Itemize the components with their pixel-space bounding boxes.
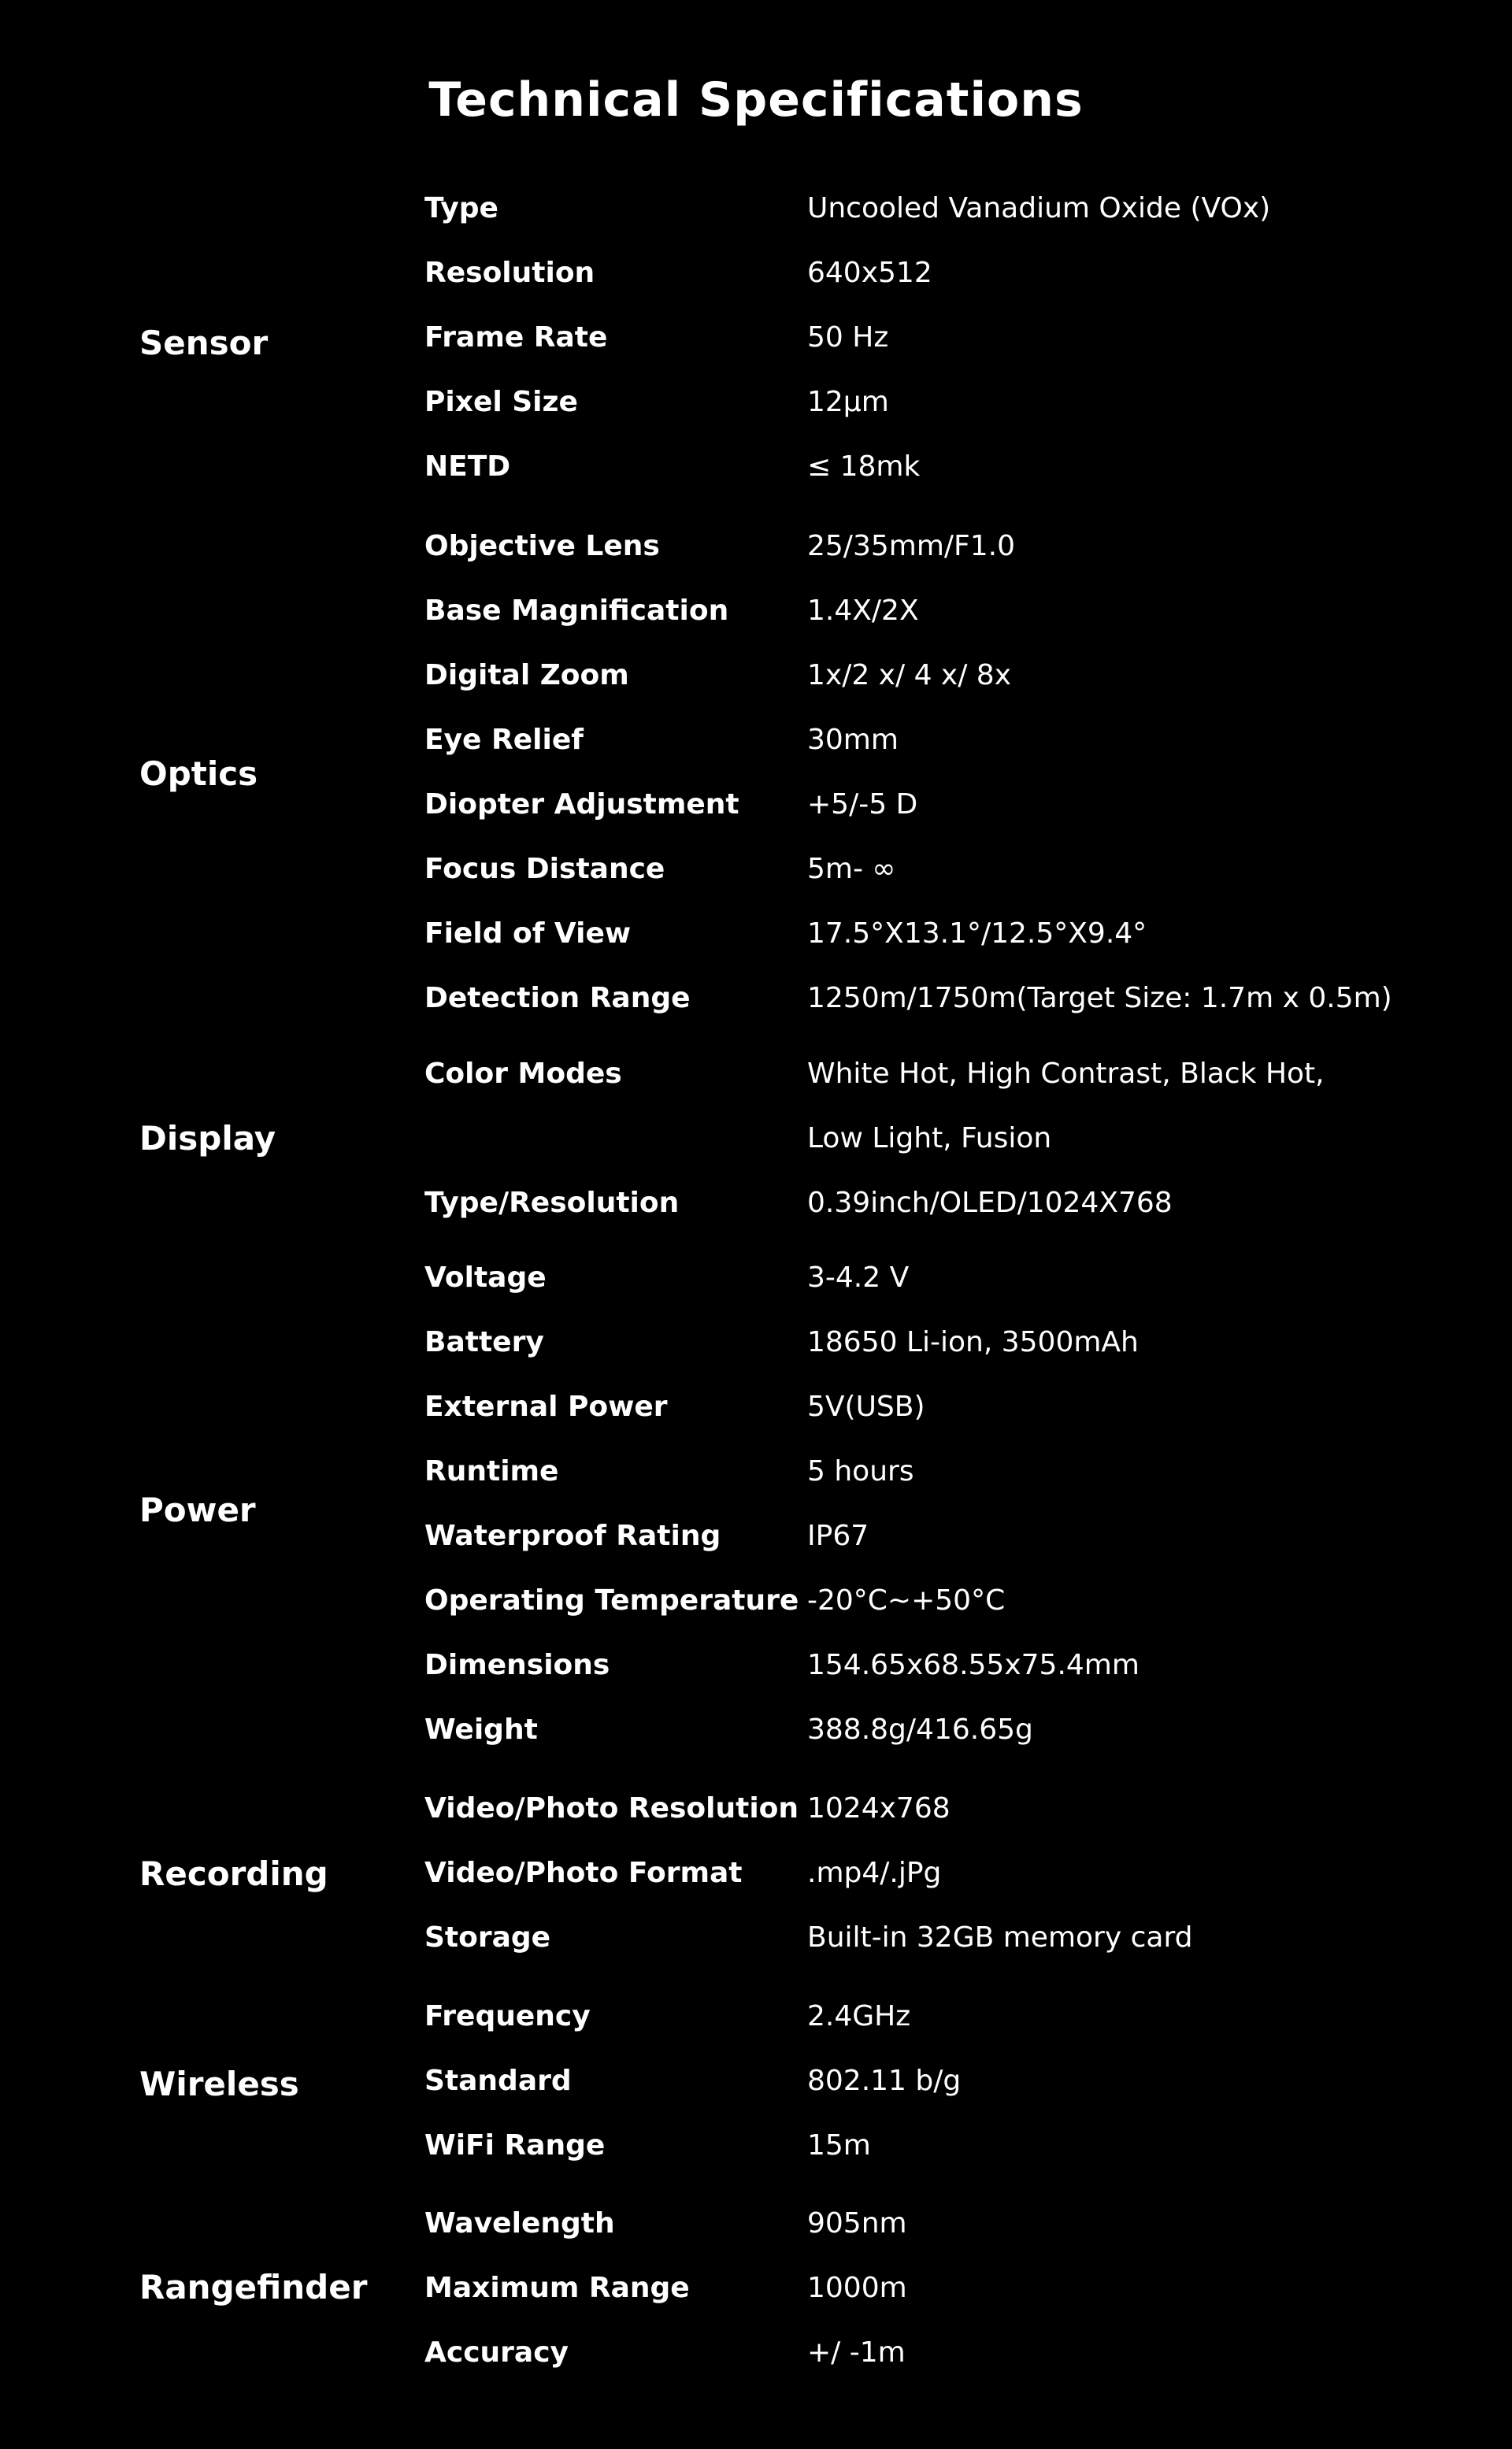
spec-label: Eye Relief xyxy=(424,724,584,756)
spec-row xyxy=(0,1984,1512,2049)
spec-row xyxy=(0,643,1512,708)
spec-row xyxy=(0,579,1512,643)
spec-value: 1000m xyxy=(807,2272,907,2304)
spec-label: Diopter Adjustment xyxy=(424,788,739,821)
spec-label: Resolution xyxy=(424,257,595,289)
spec-value: 5 hours xyxy=(807,1455,914,1488)
spec-value: White Hot, High Contrast, Black Hot, xyxy=(807,1058,1325,1090)
spec-label: Detection Range xyxy=(424,982,691,1014)
spec-label: Color Modes xyxy=(424,1058,622,1090)
spec-value: 12μm xyxy=(807,386,889,418)
spec-row xyxy=(0,514,1512,579)
spec-label: WiFi Range xyxy=(424,2129,606,2162)
spec-row xyxy=(0,1246,1512,1310)
spec-row xyxy=(0,1439,1512,1504)
section-label: Wireless xyxy=(139,2065,299,2103)
spec-value: 25/35mm/F1.0 xyxy=(807,530,1015,562)
spec-label: Base Magnification xyxy=(424,595,729,627)
spec-label: Dimensions xyxy=(424,1649,610,1681)
section-label: Display xyxy=(139,1119,276,1158)
spec-row xyxy=(0,1375,1512,1439)
spec-value: 3-4.2 V xyxy=(807,1262,910,1294)
spec-value: Built-in 32GB memory card xyxy=(807,1921,1193,1954)
spec-row xyxy=(0,1171,1512,1236)
spec-row xyxy=(0,2256,1512,2321)
spec-row xyxy=(0,837,1512,902)
spec-value: 17.5°X13.1°/12.5°X9.4° xyxy=(807,917,1147,950)
spec-label: Voltage xyxy=(424,1262,547,1294)
spec-label: Focus Distance xyxy=(424,853,665,885)
spec-label: Type/Resolution xyxy=(424,1187,680,1219)
spec-row xyxy=(0,435,1512,499)
spec-row xyxy=(0,370,1512,435)
spec-row xyxy=(0,306,1512,370)
spec-row xyxy=(0,1698,1512,1762)
spec-value: Uncooled Vanadium Oxide (VOx) xyxy=(807,192,1271,224)
spec-label: NETD xyxy=(424,450,511,483)
spec-row xyxy=(0,1310,1512,1375)
spec-label: Weight xyxy=(424,1714,538,1746)
spec-value: 1.4X/2X xyxy=(807,595,919,627)
spec-label: Objective Lens xyxy=(424,530,660,562)
spec-value: -20°C~+50°C xyxy=(807,1584,1006,1617)
spec-label: Field of View xyxy=(424,917,632,950)
spec-row xyxy=(0,176,1512,241)
spec-value: 1024x768 xyxy=(807,1792,951,1825)
spec-row xyxy=(0,966,1512,1031)
spec-value: 2.4GHz xyxy=(807,2000,911,2032)
spec-value: 154.65x68.55x75.4mm xyxy=(807,1649,1140,1681)
section-label: Power xyxy=(139,1491,256,1529)
spec-row xyxy=(0,1777,1512,1841)
spec-label: Accuracy xyxy=(424,2336,569,2369)
spec-row xyxy=(0,902,1512,966)
spec-value: Low Light, Fusion xyxy=(807,1122,1052,1154)
spec-value: 50 Hz xyxy=(807,321,889,354)
spec-value: 5V(USB) xyxy=(807,1391,925,1423)
spec-value: +/ -1m xyxy=(807,2336,906,2369)
spec-value: 640x512 xyxy=(807,257,932,289)
spec-label: Battery xyxy=(424,1326,544,1358)
spec-value: 30mm xyxy=(807,724,899,756)
spec-label: Digital Zoom xyxy=(424,659,629,691)
spec-label: External Power xyxy=(424,1391,668,1423)
spec-label: Maximum Range xyxy=(424,2272,690,2304)
spec-value: 802.11 b/g xyxy=(807,2065,962,2097)
spec-value: IP67 xyxy=(807,1520,869,1552)
spec-label: Runtime xyxy=(424,1455,559,1488)
spec-label: Operating Temperature xyxy=(424,1584,799,1617)
spec-value: 905nm xyxy=(807,2207,907,2240)
spec-label: Standard xyxy=(424,2065,572,2097)
spec-row xyxy=(0,1633,1512,1698)
spec-label: Waterproof Rating xyxy=(424,1520,721,1552)
spec-value: ≤ 18mk xyxy=(807,450,921,483)
spec-row xyxy=(0,2321,1512,2385)
spec-label: Video/Photo Resolution xyxy=(424,1792,799,1825)
spec-label: Wavelength xyxy=(424,2207,615,2240)
spec-value: 1x/2 x/ 4 x/ 8x xyxy=(807,659,1011,691)
spec-value: 15m xyxy=(807,2129,871,2162)
spec-value: +5/-5 D xyxy=(807,788,918,821)
spec-row xyxy=(0,2049,1512,2114)
spec-label: Video/Photo Format xyxy=(424,1857,743,1889)
spec-label: Storage xyxy=(424,1921,551,1954)
spec-row xyxy=(0,241,1512,306)
spec-row xyxy=(0,1504,1512,1569)
spec-value: .mp4/.jPg xyxy=(807,1857,942,1889)
spec-row xyxy=(0,1106,1512,1171)
spec-value: 388.8g/416.65g xyxy=(807,1714,1033,1746)
spec-row xyxy=(0,1569,1512,1633)
spec-value: 0.39inch/OLED/1024X768 xyxy=(807,1187,1173,1219)
spec-row xyxy=(0,708,1512,772)
spec-label: Frame Rate xyxy=(424,321,608,354)
section-label: Sensor xyxy=(139,324,269,362)
spec-value: 18650 Li-ion, 3500mAh xyxy=(807,1326,1139,1358)
spec-label: Frequency xyxy=(424,2000,591,2032)
spec-row xyxy=(0,1042,1512,1106)
spec-value: 1250m/1750m(Target Size: 1.7m x 0.5m) xyxy=(807,982,1392,1014)
spec-value: 5m- ∞ xyxy=(807,853,896,885)
spec-row xyxy=(0,1906,1512,1970)
spec-label: Pixel Size xyxy=(424,386,578,418)
spec-row xyxy=(0,2114,1512,2178)
spec-label: Type xyxy=(424,192,498,224)
section-label: Recording xyxy=(139,1854,328,1893)
spec-row xyxy=(0,772,1512,837)
spec-row xyxy=(0,2192,1512,2256)
section-label: Optics xyxy=(139,754,258,793)
page-title: Technical Specifications xyxy=(428,72,1084,128)
section-label: Rangefinder xyxy=(139,2268,368,2306)
spec-row xyxy=(0,1841,1512,1906)
